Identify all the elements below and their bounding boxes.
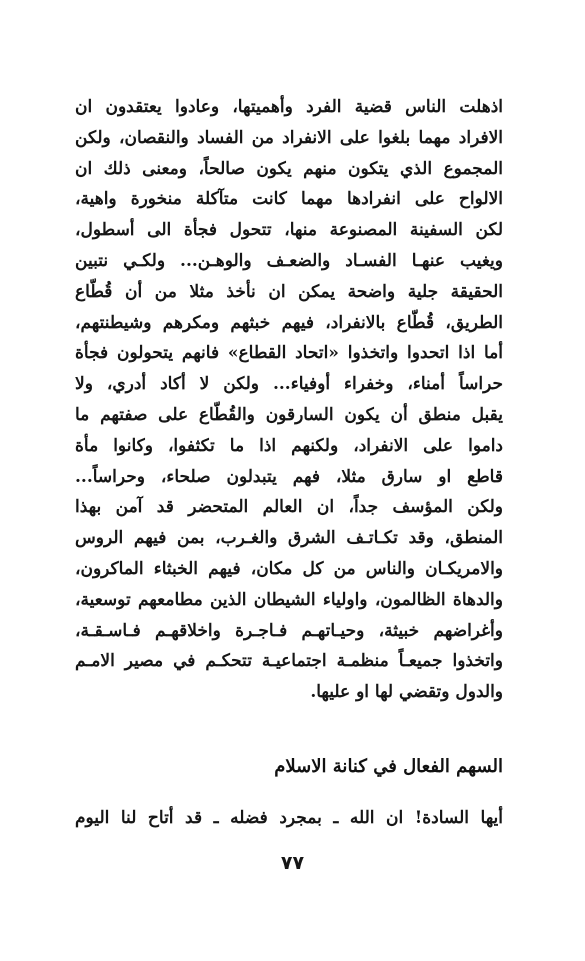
- text-line: وأغراضهم خبيثة، وحيـاتهـم فـاجـرة واخلاقهـم فـاسـقـة،: [75, 620, 503, 641]
- text-line: والدهاة الظالمون، واولياء الشيطان الذين مطامعهم توسعية،: [75, 589, 503, 610]
- text-line: حراساً أمناء، وخفراء أوفياء... ولكن لا أكاد أدري، ولا: [75, 374, 503, 395]
- body-paragraph: [75, 92, 503, 708]
- page-number: ٧٧: [280, 852, 305, 874]
- text-line: واتخذوا جميعـاً منظمـة اجتماعيـة تتحكـم في مصير الامـم: [75, 651, 503, 672]
- text-line: والدول وتقضي لها او عليها.: [310, 682, 503, 703]
- text-line: يقبل منطق أن يكون السارقون والقُطّاع على صفتهم ما: [75, 404, 503, 425]
- text-line: ولكن المؤسف جداً، ان العالم المتحضر قد آمن بهذا: [75, 497, 503, 518]
- text-line: داموا على الانفراد، ولكنهم اذا ما تكثفوا، وكانوا مأة: [75, 435, 503, 456]
- text-line: المجموع الذي يتكون منهم يكون صالحاً، ومعنى ذلك ان: [75, 158, 503, 179]
- text-line: الحقيقة جلية واضحة يمكن ان نأخذ مثلا من أن قُطّاع: [75, 281, 503, 302]
- text-line: المنطق، وقد تكـاتـف الشرق والغـرب، بمن فيهم الروس: [75, 528, 503, 549]
- text-line: والامريكـان والناس من كل مكان، فيهم الخبثاء الماكرون،: [75, 558, 503, 579]
- text-line: قاطع او سارق مثلا، فهم يتبدلون صلحاء، وحراساً...: [75, 466, 503, 487]
- text-line: ويغيب عنهـا الفسـاد والضعـف والوهـن... ولكـي نتبين: [75, 250, 503, 271]
- closing-line: أيها السادة! ان الله ـ بمجرد فضله ـ قد أتاح لنا اليوم: [75, 808, 503, 828]
- text-line: أما اذا اتحدوا واتخذوا «اتحاد القطاع» فانهم يتحولون فجأة: [75, 343, 503, 364]
- text-line: الطريق، قُطّاع بالانفراد، فيهم خبثهم ومكرهم وشيطنتهم،: [75, 312, 503, 333]
- text-line: الافراد مهما بلغوا على الانفراد من الفساد والنقصان، ولكن: [75, 127, 503, 148]
- text-line: اذهلت الناس قضية الفرد وأهميتها، وعادوا يعتقدون ان: [75, 97, 503, 117]
- section-heading: السهم الفعال في كنانة الاسلام: [274, 756, 503, 777]
- text-line: الالواح على انفرادها مهما كانت متآكلة منخورة واهية،: [75, 189, 503, 210]
- text-line: لكن السفينة المصنوعة منها، تتحول فجأة الى أسطول،: [75, 220, 503, 241]
